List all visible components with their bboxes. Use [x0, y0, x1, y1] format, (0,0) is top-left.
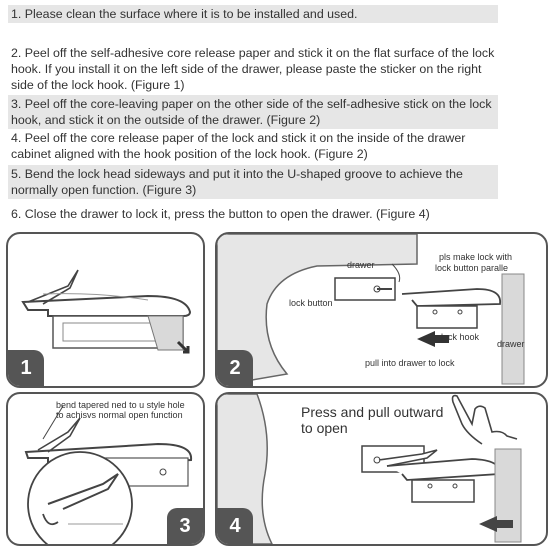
figure-4-number: 4 [217, 508, 253, 544]
step-4: 4. Peel off the core release paper of the lock and stick it on the inside of the drawer cabinet aligned with the hook position of the lock hook. (Figure 2) [11, 131, 466, 161]
drawer-top-label: drawer [347, 260, 375, 270]
parallel-note-line-1: pls make lock with [439, 252, 513, 262]
lock-button-label: lock button [289, 298, 333, 308]
step-2: 2. Peel off the self-adhesive core release paper and stick it on the flat surface of the lock hook. If you install it on the left side of the drawer, please paste the sticker on the right side of the lock hook. (Figure 1) [11, 46, 495, 92]
figure-3-panel [6, 392, 205, 546]
press-pull-line-1: Press and pull outward [301, 404, 444, 420]
figure-3-number: 3 [167, 508, 203, 544]
drawer-right-label: drawer [497, 339, 525, 349]
step-5: 5. Bend the lock head sideways and put it into the U-shaped groove to achieve the normally open function. (Figure 3) [8, 165, 498, 199]
press-pull-line-2: to open [301, 420, 348, 436]
step-1: 1. Please clean the surface where it is to be installed and used. [8, 5, 498, 23]
figure-2-panel [215, 232, 548, 388]
step-6: 6. Close the drawer to lock it, press the button to open the drawer. (Figure 4) [11, 207, 430, 221]
bend-note-line-2: to achisvs normal open function [56, 410, 183, 420]
lock-hook-label: lock hook [441, 332, 480, 342]
figure-1-panel [6, 232, 205, 388]
figure-2-number: 2 [217, 350, 253, 386]
bend-note-line-1: bend tapered ned to u style hole [56, 400, 185, 410]
parallel-note-line-2: lock button paralle [435, 263, 509, 273]
pull-instruction-label: pull into drawer to lock [365, 358, 455, 368]
figure-1-number: 1 [8, 350, 44, 386]
figure-4-panel [215, 392, 548, 546]
step-3: 3. Peel off the core-leaving paper on the other side of the self-adhesive stick on the lock hook, and stick it on the outside of the drawer. (Figure 2) [8, 95, 498, 129]
